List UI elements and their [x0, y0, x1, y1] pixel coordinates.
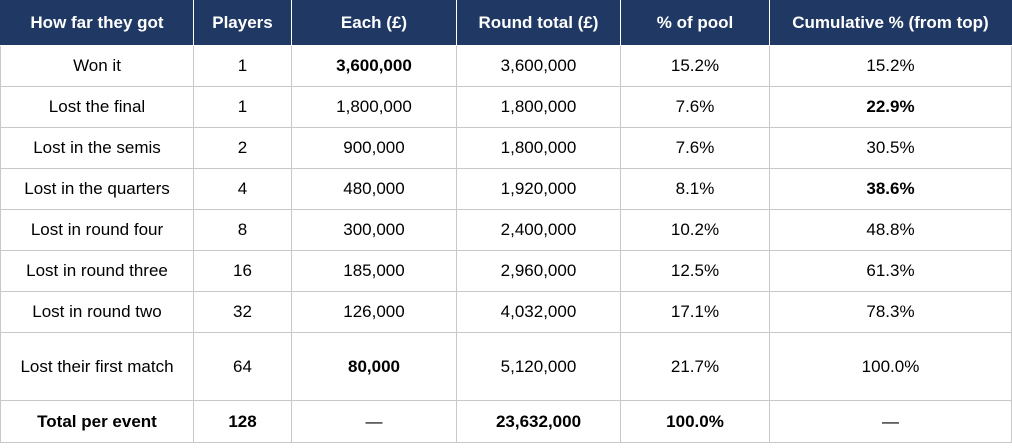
- table-cell: 15.2%: [621, 46, 770, 87]
- total-row: [1, 401, 1012, 443]
- table-cell: 4,032,000: [457, 292, 621, 333]
- table-cell: Lost in round two: [1, 292, 194, 333]
- table-cell: 1,920,000: [457, 169, 621, 210]
- table-cell: 17.1%: [621, 292, 770, 333]
- table-cell: 12.5%: [621, 251, 770, 292]
- table-cell: 7.6%: [621, 87, 770, 128]
- column-header-each: Each (£): [292, 1, 457, 46]
- table-cell: 15.2%: [770, 46, 1012, 87]
- table-cell: 23,632,000: [457, 401, 621, 443]
- column-header-round-total: Round total (£): [457, 1, 621, 46]
- column-header-cumulative-percent: Cumulative % (from top): [770, 1, 1012, 46]
- table-row: [1, 210, 1012, 251]
- table-cell: Lost in round three: [1, 251, 194, 292]
- table-cell: 16: [194, 251, 292, 292]
- table-cell: Lost in the semis: [1, 128, 194, 169]
- table-cell: Total per event: [1, 401, 194, 443]
- table-cell: Lost in round four: [1, 210, 194, 251]
- table-row: [1, 292, 1012, 333]
- table-cell: 2,400,000: [457, 210, 621, 251]
- table-cell: 128: [194, 401, 292, 443]
- table-row: [1, 128, 1012, 169]
- table-cell: 2: [194, 128, 292, 169]
- table-cell: 8.1%: [621, 169, 770, 210]
- table-row: [1, 46, 1012, 87]
- table-row: [1, 87, 1012, 128]
- table-cell: 7.6%: [621, 128, 770, 169]
- table-cell: 8: [194, 210, 292, 251]
- table-cell: —: [292, 401, 457, 443]
- table-cell: 78.3%: [770, 292, 1012, 333]
- table-cell: 48.8%: [770, 210, 1012, 251]
- table-cell: 10.2%: [621, 210, 770, 251]
- table-cell: 4: [194, 169, 292, 210]
- table-cell: Lost their first match: [1, 333, 194, 401]
- table-cell: 126,000: [292, 292, 457, 333]
- table-cell: 1,800,000: [292, 87, 457, 128]
- table-cell: 480,000: [292, 169, 457, 210]
- table-cell: 80,000: [292, 333, 457, 401]
- table-cell: 185,000: [292, 251, 457, 292]
- table-cell: 30.5%: [770, 128, 1012, 169]
- table-cell: 100.0%: [770, 333, 1012, 401]
- table-cell: 21.7%: [621, 333, 770, 401]
- table-cell: 22.9%: [770, 87, 1012, 128]
- table-row: [1, 169, 1012, 210]
- column-header-players: Players: [194, 1, 292, 46]
- table-cell: 900,000: [292, 128, 457, 169]
- table-cell: 3,600,000: [292, 46, 457, 87]
- table-cell: 64: [194, 333, 292, 401]
- table-cell: 38.6%: [770, 169, 1012, 210]
- table-cell: 100.0%: [621, 401, 770, 443]
- table-cell: 61.3%: [770, 251, 1012, 292]
- table-cell: 5,120,000: [457, 333, 621, 401]
- table-cell: —: [770, 401, 1012, 443]
- table-cell: 2,960,000: [457, 251, 621, 292]
- table-cell: Won it: [1, 46, 194, 87]
- table-header-row: [1, 1, 1012, 46]
- column-header-pool-percent: % of pool: [621, 1, 770, 46]
- table-cell: 300,000: [292, 210, 457, 251]
- table-cell: 1: [194, 87, 292, 128]
- table-row: [1, 251, 1012, 292]
- table-cell: Lost in the quarters: [1, 169, 194, 210]
- table-cell: 32: [194, 292, 292, 333]
- column-header-stage: How far they got: [1, 1, 194, 46]
- table-cell: 1,800,000: [457, 87, 621, 128]
- table-cell: 1: [194, 46, 292, 87]
- table-cell: 1,800,000: [457, 128, 621, 169]
- table-row: [1, 333, 1012, 401]
- table-cell: Lost the final: [1, 87, 194, 128]
- table-cell: 3,600,000: [457, 46, 621, 87]
